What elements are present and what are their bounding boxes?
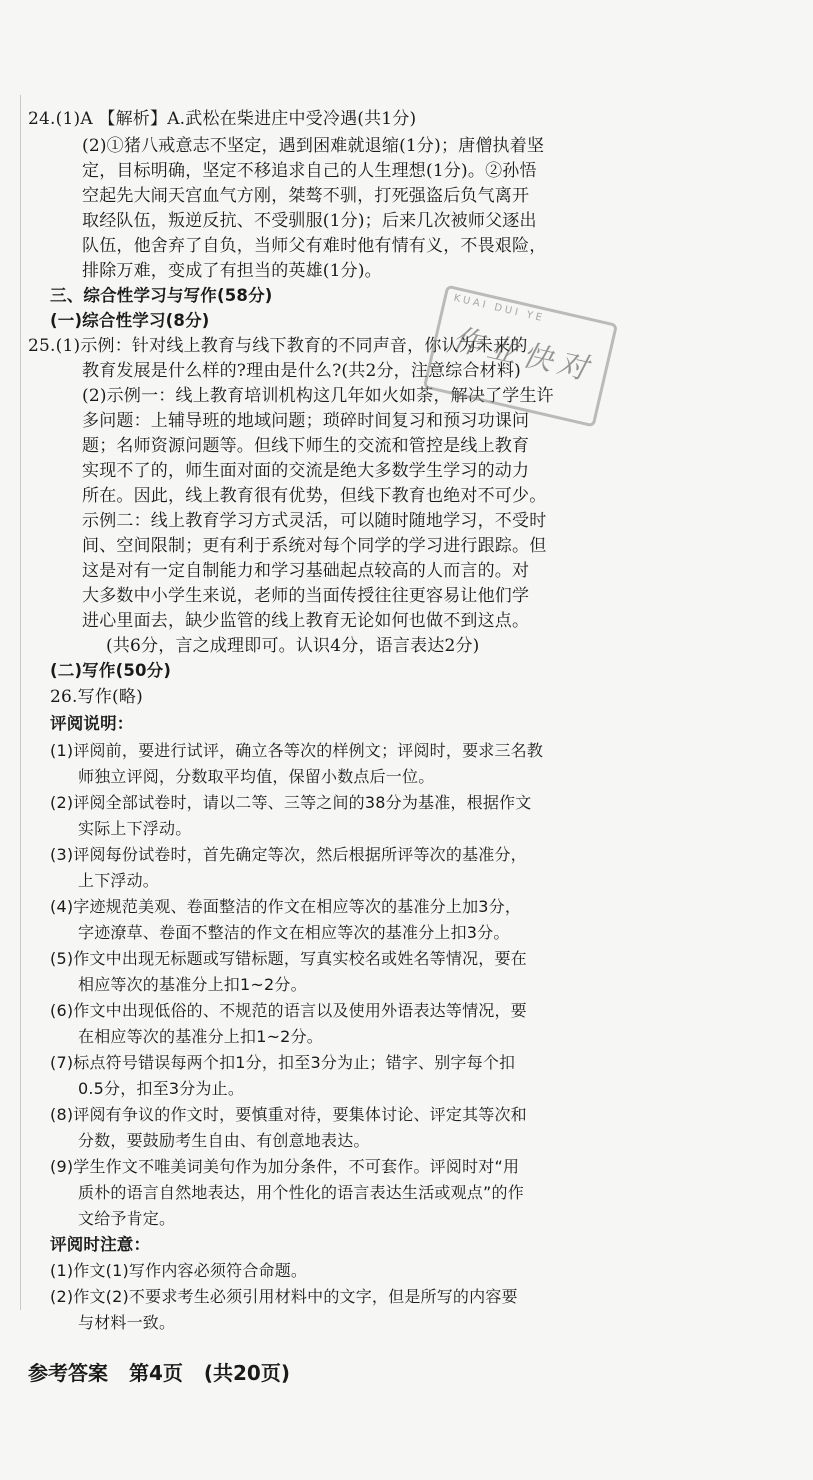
text-line: 实际上下浮动。	[78, 819, 192, 838]
footer-total-pages: (共20页)	[203, 1361, 290, 1385]
text-line: 26.写作(略)	[50, 687, 143, 707]
text-line: (共6分，言之成理即可。认识4分，语言表达2分)	[106, 636, 480, 656]
text-line: 多问题：上辅导班的地域问题；琐碎时间复习和预习功课问	[82, 411, 530, 431]
text-line: 示例二：线上教育学习方式灵活，可以随时随地学习，不受时	[82, 511, 547, 531]
text-line: (6)作文中出现低俗的、不规范的语言以及使用外语表达等情况，要	[50, 1001, 527, 1020]
text-line: 24.(1)A 【解析】A.武松在柴进庄中受冷遇(共1分)	[28, 109, 417, 129]
text-line: 大多数中小学生来说，老师的当面传授往往更容易让他们学	[82, 586, 530, 606]
text-line: 评阅说明：	[50, 714, 134, 733]
footer-label: 参考答案	[28, 1361, 108, 1385]
text-line: 三、综合性学习与写作(58分)	[50, 286, 273, 305]
text-line: 师独立评阅，分数取平均值，保留小数点后一位。	[78, 767, 435, 786]
text-line: 分数，要鼓励考生自由、有创意地表达。	[78, 1131, 370, 1150]
text-line: 队伍，他舍弃了自负，当师父有难时他有情有义，不畏艰险，	[82, 236, 547, 256]
text-line: 这是对有一定自制能力和学习基础起点较高的人而言的。对	[82, 561, 530, 581]
text-line: 25.(1)示例：针对线上教育与线下教育的不同声音，你认为未来的	[28, 336, 528, 356]
text-line: 所在。因此，线上教育很有优势，但线下教育也绝对不可少。	[82, 486, 547, 506]
text-line: (2)作文(2)不要求考生必须引用材料中的文字，但是所写的内容要	[50, 1287, 518, 1306]
text-line: (3)评阅每份试卷时，首先确定等次，然后根据所评等次的基准分，	[50, 845, 527, 864]
text-line: (2)评阅全部试卷时，请以二等、三等之间的38分为基准，根据作文	[50, 793, 532, 812]
stamp-main-text: 作业快对	[448, 321, 597, 389]
text-line: 字迹潦草、卷面不整洁的作文在相应等次的基准分上扣3分。	[78, 923, 510, 942]
text-line: (4)字迹规范美观、卷面整洁的作文在相应等次的基准分上加3分，	[50, 897, 522, 916]
text-line: 文给予肯定。	[78, 1209, 176, 1228]
text-line: (二)写作(50分)	[50, 661, 172, 680]
text-line: (9)学生作文不唯美词美句作为加分条件，不可套作。评阅时对“用	[50, 1157, 520, 1176]
text-line: 进心里面去，缺少监管的线上教育无论如何也做不到这点。	[82, 611, 530, 631]
text-line: (7)标点符号错误每两个扣1分，扣至3分为止；错字、别字每个扣	[50, 1053, 516, 1072]
text-line: (2)①猪八戒意志不坚定，遇到困难就退缩(1分)；唐僧执着坚	[82, 136, 545, 156]
text-line: 0.5分，扣至3分为止。	[78, 1079, 245, 1098]
text-line: (5)作文中出现无标题或写错标题，写真实校名或姓名等情况，要在	[50, 949, 527, 968]
text-line: 评阅时注意：	[50, 1235, 151, 1254]
text-line: (1)作文(1)写作内容必须符合命题。	[50, 1261, 308, 1280]
text-line: 取经队伍，叛逆反抗、不受驯服(1分)；后来几次被师父逐出	[82, 211, 537, 231]
stamp-small-text: KUAI DUI YE	[452, 292, 546, 325]
text-line: (8)评阅有争议的作文时，要慎重对待，要集体讨论、评定其等次和	[50, 1105, 527, 1124]
text-line: (1)评阅前，要进行试评，确立各等次的样例文；评阅时，要求三名教	[50, 741, 544, 760]
text-line: 题；名师资源问题等。但线下师生的交流和管控是线上教育	[82, 436, 530, 456]
text-line: 上下浮动。	[78, 871, 160, 890]
text-line: 空起先大闹天宫血气方刚，桀骜不驯，打死强盗后负气离开	[82, 186, 530, 206]
text-line: 相应等次的基准分上扣1~2分。	[78, 975, 307, 994]
text-line: 定，目标明确，坚定不移追求自己的人生理想(1分)。②孙悟	[82, 161, 537, 181]
margin-rule	[20, 95, 21, 1310]
text-line: 在相应等次的基准分上扣1~2分。	[78, 1027, 323, 1046]
text-line: 与材料一致。	[78, 1313, 176, 1332]
text-line: 实现不了的，师生面对面的交流是绝大多数学生学习的动力	[82, 461, 530, 481]
text-line: (2)示例一：线上教育培训机构这几年如火如荼，解决了学生许	[82, 386, 554, 406]
text-line: (一)综合性学习(8分)	[50, 311, 210, 330]
footer-page-number: 第4页	[128, 1361, 183, 1385]
text-line: 教育发展是什么样的?理由是什么?(共2分，注意综合材料)	[82, 361, 521, 381]
text-line: 排除万难，变成了有担当的英雄(1分)。	[82, 261, 382, 281]
text-line: 间、空间限制；更有利于系统对每个同学的学习进行跟踪。但	[82, 536, 547, 556]
text-line: 质朴的语言自然地表达，用个性化的语言表达生活或观点”的作	[78, 1183, 524, 1202]
page-footer	[28, 1357, 304, 1386]
